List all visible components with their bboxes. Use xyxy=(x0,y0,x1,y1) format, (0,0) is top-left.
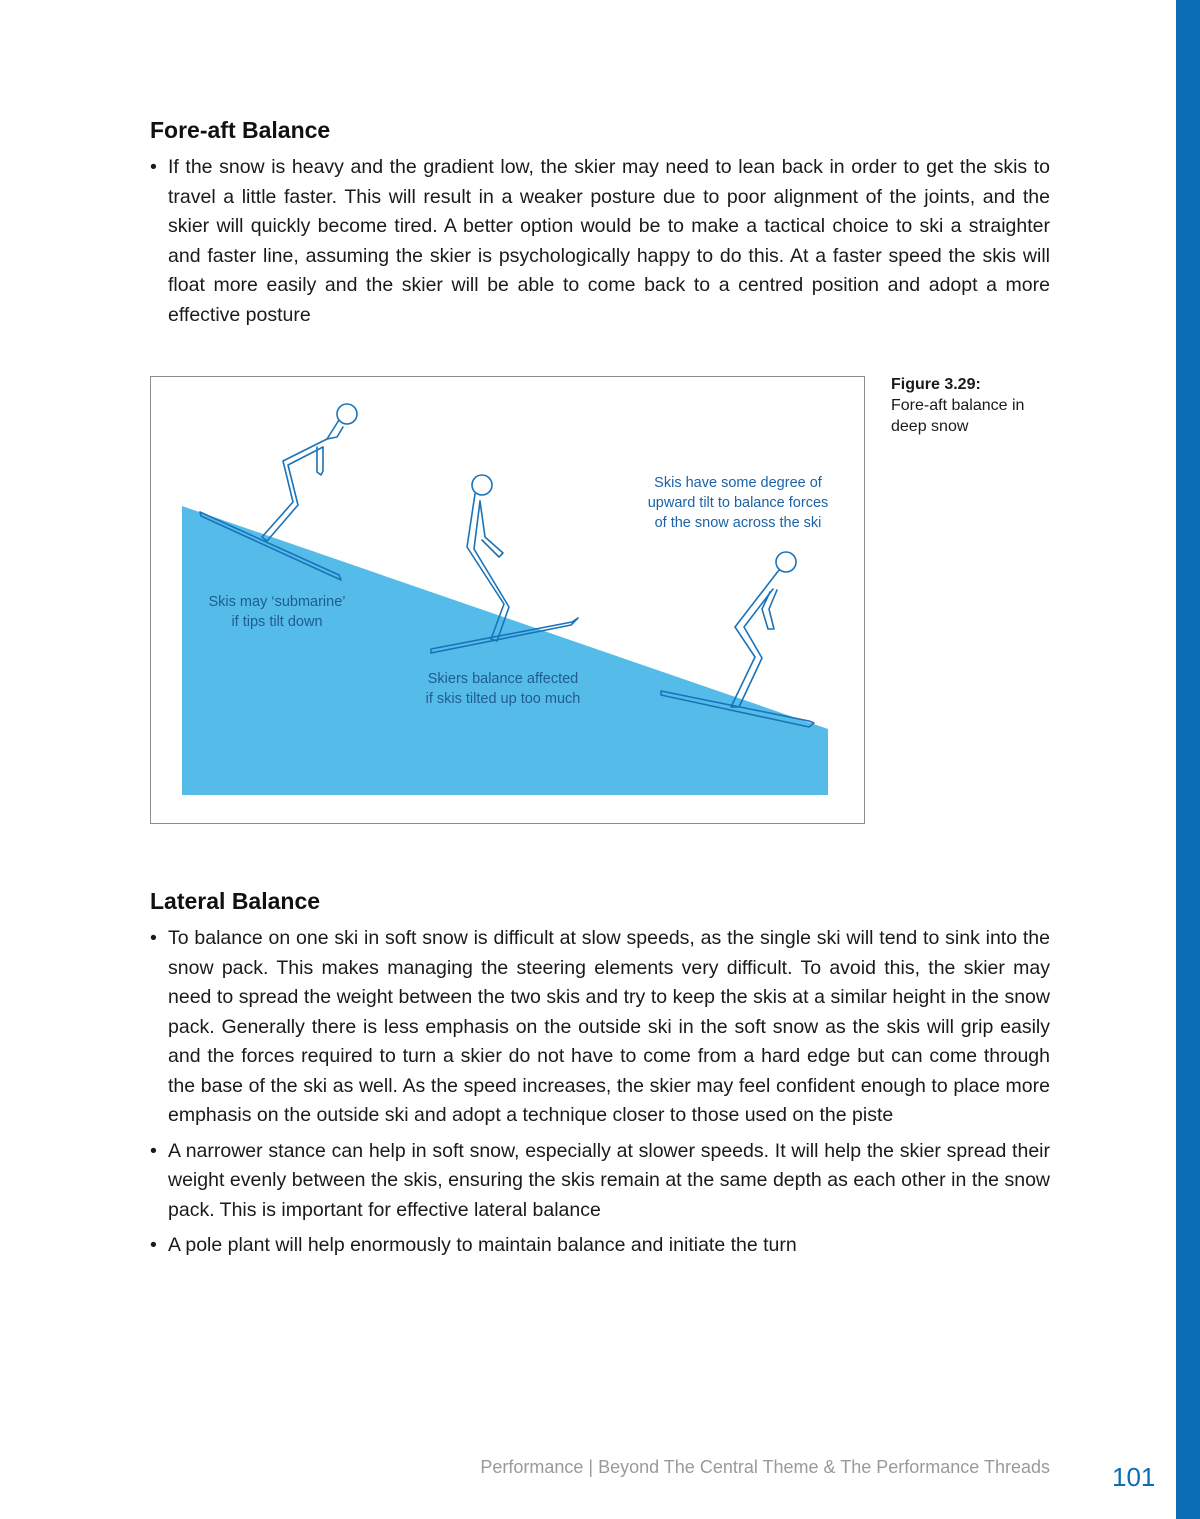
side-accent-band xyxy=(1176,0,1200,1519)
annotation-submarine: Skis may ‘submarine’ if tips tilt down xyxy=(208,594,346,630)
annotation-upward-tilt: Skis have some degree of upward tilt to balance forces of the snow across the ski xyxy=(647,475,829,531)
page-number: 101 xyxy=(1112,1462,1156,1492)
lateral-bullet-1: • To balance on one ski in soft snow is difficult at slow speeds, as the single ski will tend to sink into the snow pack. This makes managing the steering elements very difficult. To avoid this, the skier may need to spread the weight between the two skis and try to keep the skis at a similar height in the snow pack. Generally there is less emphasis on the outside ski in the soft snow as the skis will grip easily and the forces required to turn a skier do not have to come from a hard edge but can come through the base of the ski as well. As the speed increases, the skier may feel confident enough to place more emphasis on the outside ski and adopt a technique closer to those used on the piste xyxy=(150,924,1050,1131)
lateral-bullet-2: • A narrower stance can help in soft snow, especially at slower speeds. It will help the skier spread their weight evenly between the skis, ensuring the skis remain at the same depth as each other in the snow pack. This is important for effective lateral balance xyxy=(150,1137,1050,1226)
figure-caption-line: deep snow xyxy=(891,418,969,435)
footer-running-title: Performance | Beyond The Central Theme & The Performance Threads xyxy=(480,1457,1050,1477)
figure-caption-title: Figure 3.29: xyxy=(891,376,981,393)
lateral-bullet-list xyxy=(150,924,1050,1267)
figure-caption-line: Fore-aft balance in xyxy=(891,397,1025,414)
snow-slope xyxy=(182,506,828,795)
fore-aft-heading: Fore-aft Balance xyxy=(150,117,331,143)
fore-aft-bullet-1: • If the snow is heavy and the gradient low, the skier may need to lean back in order to get the skis to travel a little faster. This will result in a weaker posture due to poor alignment of the joints, and the skier will quickly become tired. A better option would be to make a tactical choice to ski a straighter and faster line, assuming the skier is psychologically happy to do this. At a faster speed the skis will float more easily and the skier will be able to come back to a centred position and adopt a more effective posture xyxy=(150,153,1050,330)
fore-aft-bullet-list xyxy=(150,153,1050,336)
lateral-heading: Lateral Balance xyxy=(150,888,321,914)
annotation-tilted-up: Skiers balance affected if skis tilted up too much xyxy=(425,671,581,707)
lateral-bullet-3: • A pole plant will help enormously to maintain balance and initiate the turn xyxy=(150,1231,1050,1261)
figure-caption xyxy=(891,374,1091,437)
figure-3-29 xyxy=(150,376,865,824)
